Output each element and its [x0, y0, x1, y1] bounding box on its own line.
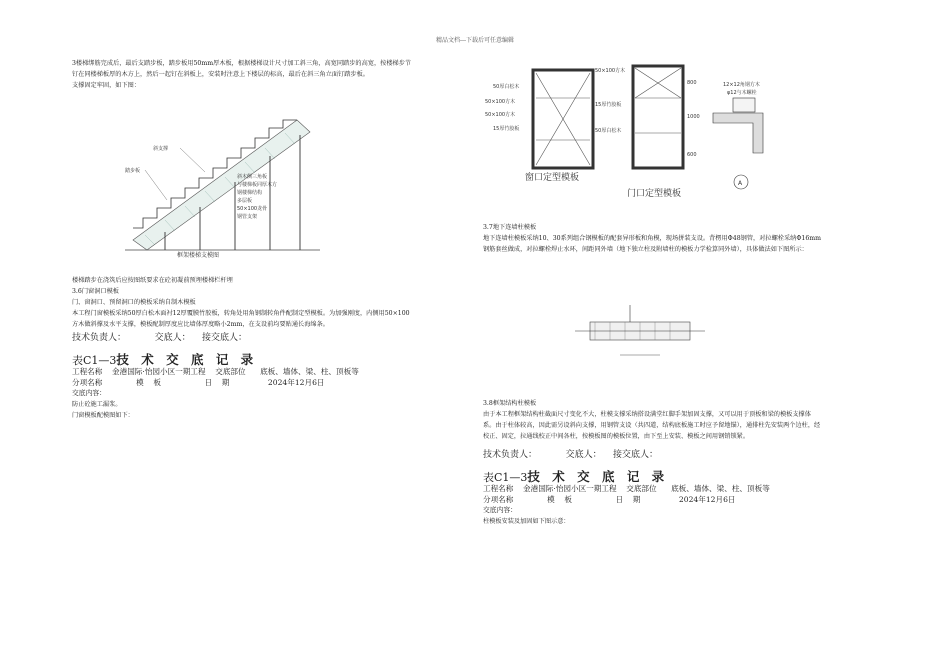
window-caption: 窗口定型模板	[525, 173, 580, 183]
door-label-3: 50厚白松木	[595, 128, 622, 134]
section-3-6: 3.6门窗洞口模板	[72, 288, 119, 295]
window-label-4: 15厚竹胶板	[493, 126, 520, 132]
label-diagonal-brace: 斜支撑	[153, 146, 169, 152]
stair-formwork-diagram	[105, 110, 335, 260]
window-label-1: 50厚白松木	[493, 84, 520, 90]
signature-line-right: 技术负责人： 交底人： 接交底人：	[483, 450, 659, 460]
record-prefix-right: 表C1—3	[483, 471, 528, 484]
record-heading: 技 术 交 底 记 录	[116, 352, 258, 367]
page-header: 精品文档---下载后可任意编辑	[435, 37, 515, 44]
left-column-lower	[72, 275, 412, 421]
left-column	[72, 58, 412, 91]
label-steel-structure: 钢楼梯结构	[237, 190, 263, 196]
project-row-right: 工程名称 金港国际·怡园小区一期工程 交底部位 底板、墙体、梁、柱、顶板等	[483, 484, 770, 493]
paragraph-stair-steps: 3楼梯绑筋完成后，最后支踏步板，踏步板用50mm厚木板，根据楼梯设计尺寸加工斜三角，高宽同踏步的高宽，按楼梯步节钉在同楼梯板厚的木方上，然后一起钉在斜板上，安装时注意上下楼层的标高，最后在斜三角立面钉踏步板。	[72, 60, 412, 78]
section-3-7: 3.7地下连墙柱模板	[483, 224, 537, 231]
label-triangle-board: 斜木侧三角板	[237, 174, 268, 180]
window-door-template-diagram	[483, 58, 783, 203]
content-label: 交底内容：	[72, 389, 106, 397]
paragraph-opening: 门、窗洞口、预留洞口的模板采纳自制木模板	[72, 299, 196, 306]
window-label-3: 50×100方木	[485, 112, 516, 118]
paragraph-prevent: 防止砼施工漏浆。	[72, 401, 122, 408]
paragraph-wall-column: 地下连墙柱模板采纳10、30系列组合钢模板的配套异形板和角模，现场拼装支设。背楞用Φ48钢管，对拉螺栓采纳Φ16mm钢筋套丝做成，对拉螺栓焊止水环，间距同外墙（地下独立柱及附墙柱的模板力学检算同外墙），具体做法如下图所示：	[483, 235, 821, 253]
stair-caption: 框架楼梯支模图	[177, 252, 220, 259]
content-label-right: 交底内容：	[483, 506, 517, 514]
wall-column-section-diagram	[570, 300, 710, 370]
detail-marker: A	[738, 180, 743, 187]
detail-label-1: 12×12角钢方木	[723, 82, 760, 88]
project-row: 工程名称 金港国际·怡园小区一期工程 交底部位 底板、墙体、梁、柱、顶板等	[72, 367, 359, 376]
dim-2: 1000	[687, 114, 700, 120]
right-column-lower	[483, 398, 823, 527]
paragraph-railing: 楼梯踏步在浇筑后应按图纸要求在砼初凝前预埋楼梯栏杆埋	[72, 277, 233, 284]
door-caption: 门口定型模板	[627, 189, 682, 199]
column-figure-note: 柱模板安装及加固如下图示意：	[483, 518, 570, 525]
window-label-2: 50×100方木	[485, 99, 516, 105]
label-steel-pipe: 钢管支架	[237, 214, 258, 220]
dim-3: 600	[687, 152, 697, 158]
label-step-board: 踏步板	[125, 168, 141, 174]
record-title	[72, 354, 412, 366]
paragraph-support: 支撑固定牢固，如下图：	[72, 82, 141, 89]
label-timber-beam: 与楼梯板同厚木方	[237, 182, 278, 188]
section-3-8: 3.8框架结构柱模板	[483, 400, 537, 407]
label-plywood: 多层板	[237, 198, 253, 204]
paragraph-door-window: 本工程门窗模板采纳50厚白松木面衬12厚覆膜竹胶板，转角处用角钢制转角件配制定型模板。为加强刚度，内侧用50×100方木做斜撑及水平支撑，模板配制厚度应比墙体厚度略小2mm，在支设前均要贴通长海绵条。	[72, 310, 410, 328]
signature-line: 技术负责人： 交底人： 接交底人：	[72, 333, 248, 343]
door-figure-note: 门窗模板配模图如下：	[72, 412, 134, 419]
item-row-right: 分项名称 模 板 日 期 2024年12月6日	[483, 495, 736, 504]
record-heading-right: 技 术 交 底 记 录	[527, 469, 669, 484]
door-label-1: 50×100方木	[595, 68, 626, 74]
label-joist: 50×100龙骨	[237, 206, 268, 212]
paragraph-frame-column: 由于本工程框架结构柱截面尺寸变化不大，柱模支撑采纳搭设满堂红脚手架加固支撑，又可以用于顶板和梁的模板支撑体系。由于柱体较高，因此需另设斜向支撑，用钢管支设（共四道，结构底板施工时应予留地锚），通排柱先安装两个边柱，经校正、固定，拉通线校正中间各柱，按模板图的模板位置，由下至上安装、模板之间用钢销锁紧。	[483, 411, 821, 440]
record-prefix: 表C1—3	[72, 354, 117, 367]
detail-label-2: φ12与木螺栓	[727, 90, 757, 96]
record-title-right	[483, 471, 823, 483]
door-label-2: 15厚竹胶板	[595, 102, 622, 108]
dim-1: 800	[687, 80, 697, 86]
right-column-top	[483, 222, 823, 255]
item-row: 分项名称 模 板 日 期 2024年12月6日	[72, 378, 325, 387]
